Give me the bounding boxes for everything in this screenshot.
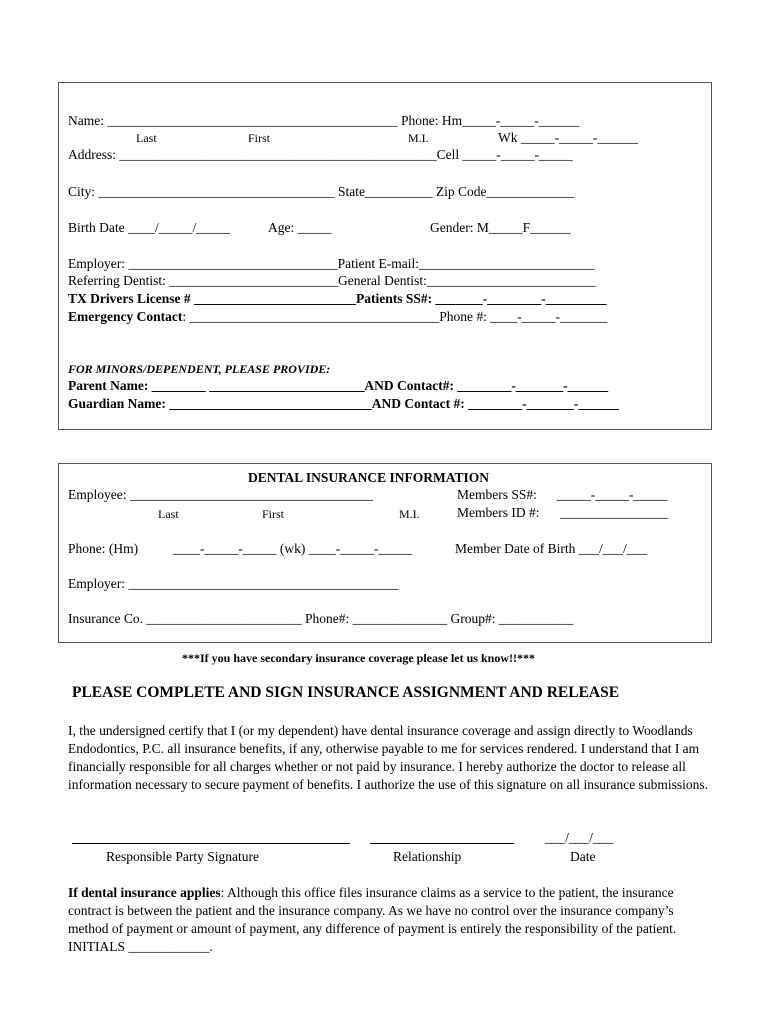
assignment-title: PLEASE COMPLETE AND SIGN INSURANCE ASSIGNMENT AND RELEASE xyxy=(72,684,620,701)
secondary-insurance-note: ***If you have secondary insurance coverage please let us know!!*** xyxy=(182,651,535,665)
minors-heading: FOR MINORS/DEPENDENT, PLEASE PROVIDE: xyxy=(68,362,331,376)
employee-sub-first: First xyxy=(262,507,285,521)
employee-sub-last: Last xyxy=(158,507,179,521)
guardian-name-line: Guardian Name: ______________________________AND Contact #: ________-_______-______ xyxy=(68,396,619,411)
emergency-contact-label: Emergency Contact xyxy=(68,309,183,324)
insurance-phone-blank: ____-_____-_____ (wk) ____-_____-_____ xyxy=(173,541,413,556)
address-cell-line: Address: _______________________________________________Cell _____-_____-_____ xyxy=(68,147,573,162)
members-ss-blank: _____-_____-_____ xyxy=(557,487,668,502)
name-sub-last: Last xyxy=(136,131,157,145)
referring-dentist-line: Referring Dentist: _________________________General Dentist:_________________________ xyxy=(68,273,596,288)
member-dob-line: Member Date of Birth ___/___/___ xyxy=(455,541,647,556)
relationship-line xyxy=(370,843,514,844)
date-label: Date xyxy=(570,849,596,864)
name-sub-first: First xyxy=(248,131,271,145)
work-phone-line: Wk _____-_____-______ xyxy=(498,130,638,145)
name-sub-mi: M.I. xyxy=(408,131,429,145)
emergency-contact-blank: : _____________________________________Phone #: ____-_____-_______ xyxy=(182,309,608,324)
employer-email-line: Employer: _______________________________Patient E-mail:__________________________ xyxy=(68,256,595,271)
relationship-label: Relationship xyxy=(393,849,462,864)
members-ss-label: Members SS#: xyxy=(457,487,537,502)
assignment-body: I, the undersigned certify that I (or my dependent) have dental insurance coverage and assign directly to Woodlands Endodontics, P.C. all insurance benefits, if any, otherwise payable to me for services rendered. I understand that I am financially responsible for all charges whether or not paid by insurance. I hereby authorize the doctor to release all information necessary to secure payment of benefits. I authorize the use of this signature on all insurance submissions. xyxy=(68,723,708,792)
date-blank: ___/___/___ xyxy=(545,830,614,845)
employee-sub-mi: M.I. xyxy=(399,507,420,521)
birth-date-line: Birth Date ____/_____/_____ xyxy=(68,220,230,235)
insurance-company-line: Insurance Co. _______________________ Phone#: ______________ Group#: ___________ xyxy=(68,611,574,626)
age-line: Age: _____ xyxy=(268,220,332,235)
insurance-disclaimer xyxy=(68,884,708,956)
emergency-contact-line xyxy=(68,309,607,325)
city-state-zip-line: City: ___________________________________ State__________ Zip Code_____________ xyxy=(68,184,575,199)
name-phone-line: Name: ___________________________________________ Phone: Hm_____-_____-______ xyxy=(68,113,580,128)
members-id-blank: ________________ xyxy=(560,505,668,520)
members-id-label: Members ID #: xyxy=(457,505,540,520)
insurance-phone-label: Phone: (Hm) xyxy=(68,541,139,556)
parent-name-line: Parent Name: ________ _______________________AND Contact#: ________-_______-______ xyxy=(68,378,609,393)
insurance-employer-line: Employer: ________________________________________ xyxy=(68,576,399,591)
insurance-heading: DENTAL INSURANCE INFORMATION xyxy=(248,470,490,485)
gender-line: Gender: M_____F______ xyxy=(430,220,571,235)
signature-line xyxy=(72,843,350,844)
employee-line: Employee: ____________________________________ xyxy=(68,487,373,502)
disclaimer-text: : Although this office files insurance claims as a service to the patient, the insurance contract is between the patient and the insurance company. As we have no control over the insurance company’s method of payment or amount of payment, any difference of payment is entirely the responsibility of the patient. INITIALS ____________. xyxy=(68,885,677,954)
disclaimer-lead: If dental insurance applies xyxy=(68,885,221,900)
signature-label: Responsible Party Signature xyxy=(106,849,259,864)
tx-license-line: TX Drivers License # ________________________Patients SS#: _______-________-_________ xyxy=(68,291,607,306)
